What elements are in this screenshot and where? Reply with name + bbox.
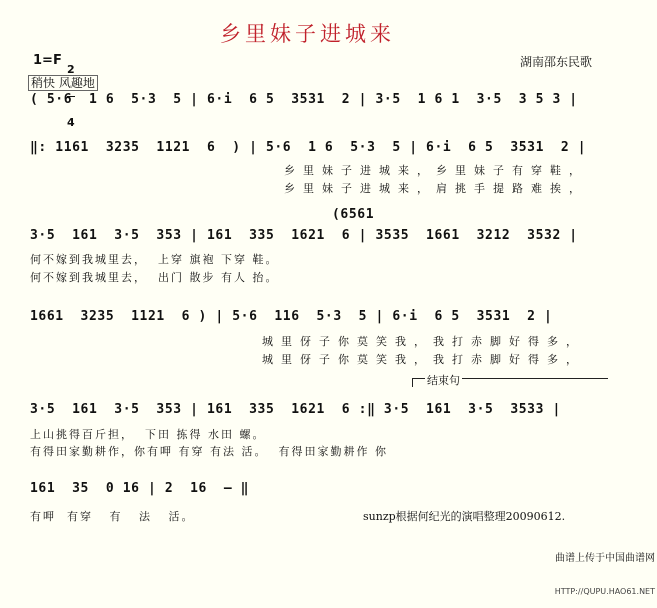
lyric-line-2b: 乡里妹子进城来，肩挑手提路难挨， [284, 182, 588, 195]
tempo-marking: 稍快 风趣地 [28, 75, 98, 91]
lyric-line-2a: 乡里妹子进城来，乡里妹子有穿鞋， [284, 164, 588, 177]
lyric-line-3b: 何不嫁到我城里去， 出门 散步 有人 抬。 [30, 271, 279, 284]
parenthetical-notes: (6561 [332, 207, 375, 222]
site-footer [515, 531, 655, 596]
meter-bottom: 4 [67, 116, 75, 129]
notation-line-5: 3·5 161 3·5 353 | 161 335 1621 6 :‖ 3·5 161 3·5 3533 | [30, 402, 561, 417]
notation-line-6: 161 35 0 16 | 2 16 – ‖ [30, 481, 250, 496]
footer-line-1: 曲谱上传于中国曲谱网 [555, 553, 655, 564]
lyric-line-4a: 城里伢子你莫笑我，我打赤脚好得多， [262, 335, 585, 348]
lyric-line-4b: 城里伢子你莫笑我，我打赤脚好得多， [262, 353, 585, 366]
transcription-credit: sunzp根据何纪光的演唱整理20090612. [363, 510, 566, 523]
notation-line-4: 1661 3235 1121 6 ) | 5·6 116 5·3 5 | 6·i 6 5 3531 2 | [30, 309, 553, 324]
footer-line-2: HTTP://QUPU.HAO61.NET [554, 587, 655, 596]
notation-line-1: ( 5·6 1 6 5·3 5 | 6·i 6 5 3531 2 | 3·5 1 6 1 3·5 3 5 3 | [30, 92, 578, 107]
song-title: 乡里妹子进城来 [220, 22, 395, 46]
ending-label: 结束句 [427, 374, 460, 387]
lyric-line-3a: 何不嫁到我城里去， 上穿 旗袍 下穿 鞋。 [30, 253, 279, 266]
notation-line-2: ‖: 1161 3235 1121 6 ) | 5·6 1 6 5·3 5 | 6·i 6 5 3531 2 | [30, 140, 587, 155]
lyric-line-6: 有呷 有穿 有 法 活。 [30, 510, 195, 523]
lyric-line-5a: 上山挑得百斤担， 下田 拣得 水田 螺。 [30, 428, 266, 441]
song-origin: 湖南邵东民歌 [520, 55, 593, 69]
key-signature: 1=F [33, 53, 62, 68]
notation-line-3: 3·5 161 3·5 353 | 161 335 1621 6 | 3535 1661 3212 3532 | [30, 228, 578, 243]
meter-top: 2 [67, 63, 75, 76]
lyric-line-5b: 有得田家勤耕作，你有呷 有穿 有法 活。 有得田家勤耕作 你 [30, 445, 388, 458]
